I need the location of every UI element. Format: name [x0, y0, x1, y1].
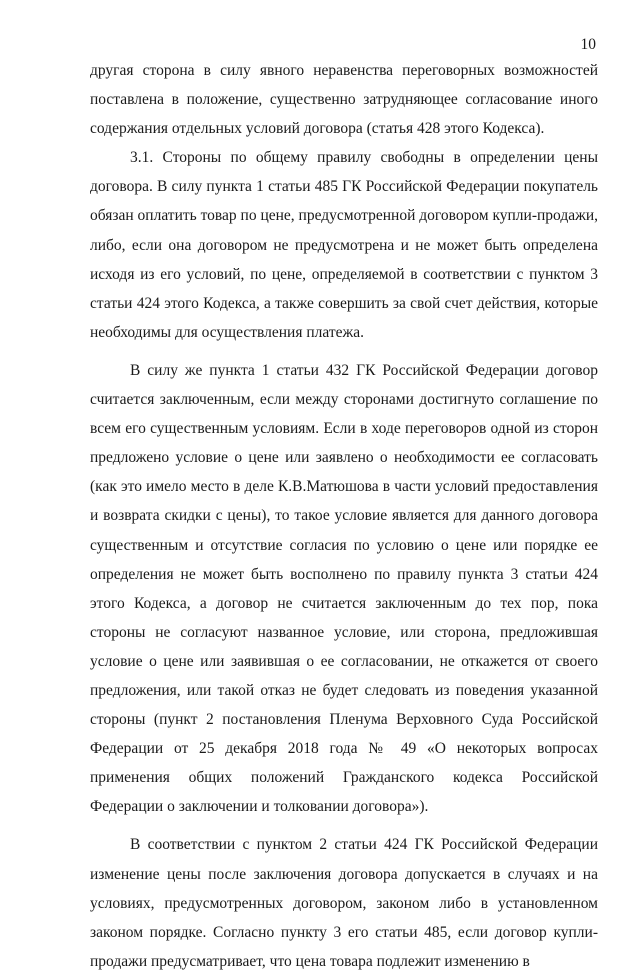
paragraph-article-432: В силу же пункта 1 статьи 432 ГК Российской Федерации договор считается заключенным, если между сторонами достигнуто соглашение по всем его существенным условиям. Если в ходе переговоров одной из сторон предложено условие о цене или заявлено о необходимости ее согласовать (как это имело место в деле К.В.Матюшова в части условий предоставления и возврата скидки с цены), то такое условие является для данного договора существенным и отсутствие согласия по условию о цене или порядке ее определения не может быть восполнено по правилу пункта 3 статьи 424 этого Кодекса, а договор не считается заключенным до тех пор, пока стороны не согласуют названное условие, или сторона, предложившая условие о цене или заявившая о ее согласовании, не откажется от своего предложения, или такой отказ не будет следовать из поведения указанной стороны (пункт 2 постановления Пленума Верховного Суда Российской Федерации от 25 декабря 2018 года № 49 «О некоторых вопросах применения общих положений Гражданского кодекса Российской Федерации о заключении и толковании договора»). [90, 361, 598, 816]
paragraph-3-1: 3.1. Стороны по общему правилу свободны в определении цены договора. В силу пункта 1 статьи 485 ГК Российской Федерации покупатель обязан оплатить товар по цене, предусмотренной договором купли-продажи, либо, если она договором не предусмотрена и не может быть определена исходя из его условий, по цене, определяемой в соответствии с пунктом 3 статьи 424 этого Кодекса, а также совершить за свой счет действия, которые необходимы для осуществления платежа. [90, 149, 598, 341]
paragraph-continuation: другая сторона в силу явного неравенства переговорных возможностей поставлена в положение, существенно затрудняющее согласование иного содержания отдельных условий договора (статья 428 этого Кодекса). [90, 62, 598, 138]
document-body [90, 56, 598, 976]
page-number: 10 [580, 36, 596, 53]
paragraph-article-424: В соответствии с пунктом 2 статьи 424 ГК Российской Федерации изменение цены после заключения договора допускается в случаях и на условиях, предусмотренных договором, законом либо в установленном законом порядке. Согласно пункту 3 его статьи 485, если договор купли-продажи предусматривает, что цена товара подлежит изменению в [90, 836, 598, 970]
